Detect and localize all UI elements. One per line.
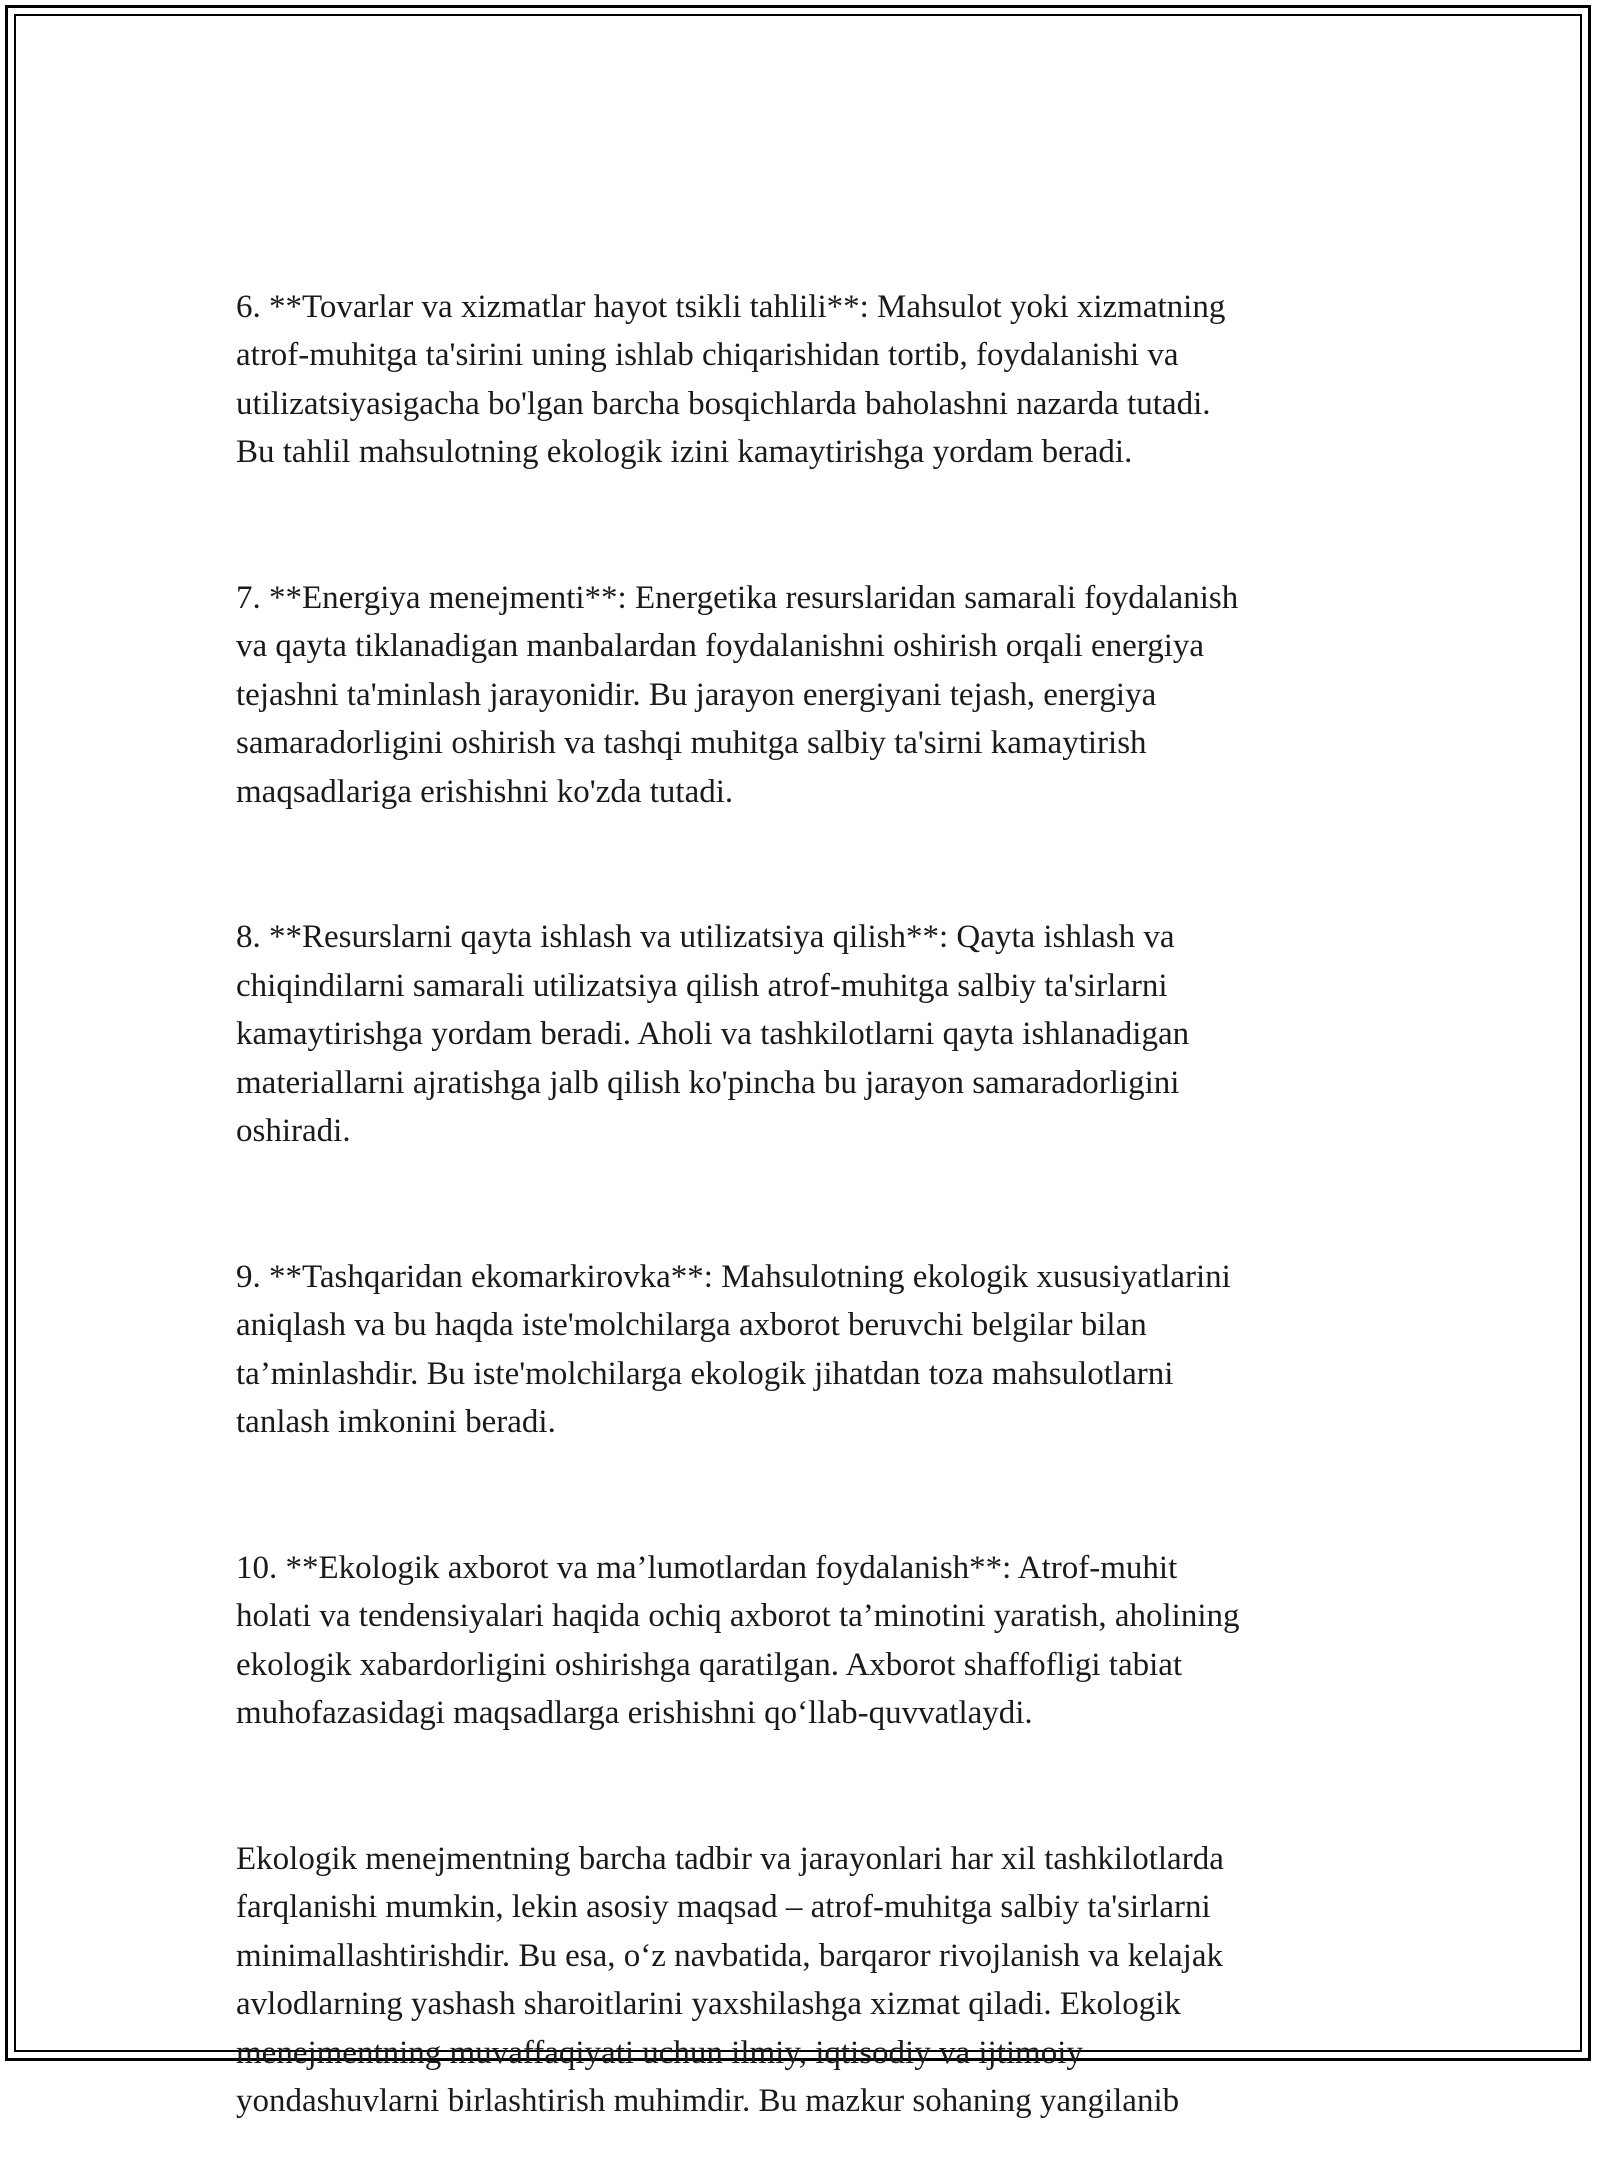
paragraph-item-8: 8. **Resurslarni qayta ishlash va utilizatsiya qilish**: Qayta ishlash va chiqindilarni samarali utilizatsiya qilish atrof-muhitga salbiy ta'sirlarni kamaytirishga yordam beradi. Aholi va tashkilotlarni qayta ishlanadigan materiallarni ajratishga jalb qilish ko'pincha bu jarayon samaradorligini oshiradi. <box>236 919 1190 1149</box>
paragraph-conclusion: Ekologik menejmentning barcha tadbir va jarayonlari har xil tashkilotlarda farqlanishi mumkin, lekin asosiy maqsad – atrof-muhitga salbiy ta'sirlarni minimallashtirishdir. Bu esa, o‘z navbatida, barqaror rivojlanish va kelajak avlodlarning yashash sharoitlarini yaxshilashga xizmat qiladi. Ekologik menejmentning muvaffaqiyati uchun ilmiy, iqtisodiy va ijtimoiy yondashuvlarni birlashtirish muhimdir. Bu mazkur sohaning yangilanib <box>236 1840 1224 2119</box>
paragraph-item-10: 10. **Ekologik axborot va ma’lumotlardan foydalanish**: Atrof-muhit holati va tendensiyalari haqida ochiq axborot ta’minotini yaratish, aholining ekologik xabardorligini oshirishga qaratilgan. Axborot shaffofligi tabiat muhofazasidagi maqsadlarga erishishni qo‘llab-quvvatlaydi. <box>236 1549 1240 1731</box>
document-body <box>236 234 1376 2174</box>
paragraph-item-7: 7. **Energiya menejmenti**: Energetika resurslaridan samarali foydalanish va qayta tiklanadigan manbalardan foydalanishni oshirish orqali energiya tejashni ta'minlash jarayonidir. Bu jarayon energiyani tejash, energiya samaradorligini oshirish va tashqi muhitga salbiy ta'sirni kamaytirish maqsadlariga erishishni ko'zda tutadi. <box>236 579 1239 810</box>
paragraph-item-9: 9. **Tashqaridan ekomarkirovka**: Mahsulotning ekologik xususiyatlarini aniqlash va bu haqda iste'molchilarga axborot beruvchi belgilar bilan ta’minlashdir. Bu iste'molchilarga ekologik jihatdan toza mahsulotlarni tanlash imkonini beradi. <box>236 1258 1231 1440</box>
paragraph-item-6: 6. **Tovarlar va xizmatlar hayot tsikli tahlili**: Mahsulot yoki xizmatning atrof-muhitga ta'sirini uning ishlab chiqarishidan tortib, foydalanishi va utilizatsiyasigacha bo'lgan barcha bosqichlarda baholashni nazarda tutadi. Bu tahlil mahsulotning ekologik izini kamaytirishga yordam beradi. <box>236 288 1226 470</box>
